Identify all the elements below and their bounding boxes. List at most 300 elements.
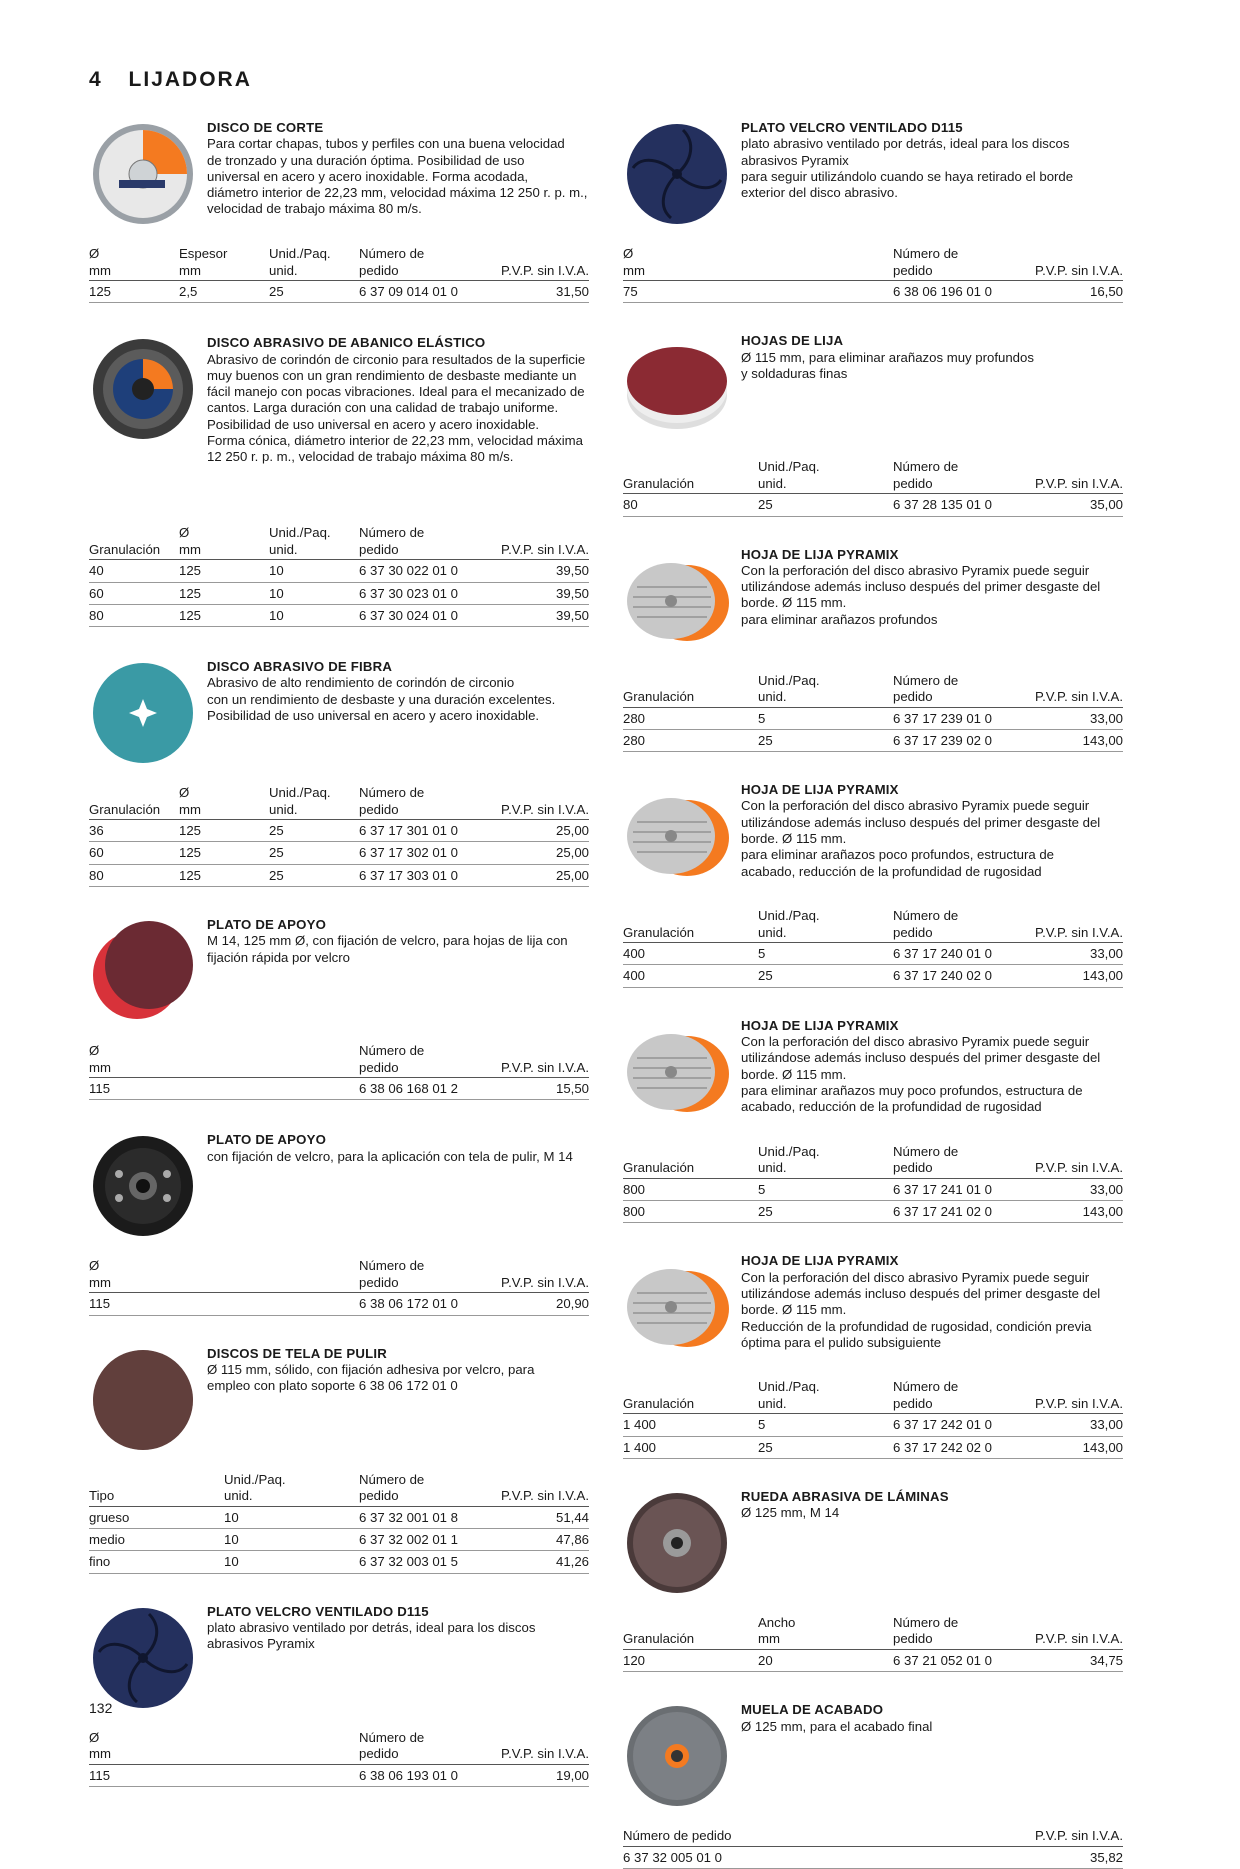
product-description: con fijación de velcro, para la aplicación con tela de pulir, M 14 bbox=[207, 1148, 573, 1164]
product-title: HOJA DE LIJA PYRAMIX bbox=[741, 1017, 899, 1033]
table-cell: 6 37 17 241 01 0 bbox=[893, 1178, 998, 1200]
column-header: Unid./Paq. unid. bbox=[224, 1472, 359, 1507]
column-header: P.V.P. sin I.V.A. bbox=[998, 673, 1123, 708]
product-description: Abrasivo de corindón de circonio para resultados de la superficie muy buenos con un gran rendimiento de desbaste mediante un fácil manejo con pocas vibraciones. Ideal para el mecanizado de cantos. Larga duración con una calidad de trabajo uniforme. Posibilidad de uso universal en acero y acero inoxidable. Forma cónica, diámetro interior de 22,23 mm, velocidad máxima 12 250 r. p. m., velocidad de trabajo máxima 80 m/s. bbox=[207, 351, 586, 465]
table-cell: 25 bbox=[758, 965, 893, 987]
table-header-row bbox=[89, 525, 589, 560]
table-cell: 6 37 09 014 01 0 bbox=[359, 281, 464, 303]
product-title: DISCOS DE TELA DE PULIR bbox=[207, 1345, 387, 1361]
product-block bbox=[623, 333, 1123, 516]
price-cell: 35,00 bbox=[998, 494, 1123, 516]
product-image bbox=[89, 1132, 207, 1250]
column-header bbox=[269, 1258, 359, 1293]
table-header-row bbox=[623, 1379, 1123, 1414]
table-row bbox=[89, 820, 589, 842]
velcro-plate-icon bbox=[89, 1604, 197, 1712]
price-table bbox=[623, 1379, 1123, 1459]
backing-pad-red-icon bbox=[89, 917, 197, 1025]
column-header: Granulación bbox=[623, 1144, 758, 1179]
column-header: Ø mm bbox=[623, 246, 758, 281]
table-row bbox=[89, 1078, 589, 1100]
table-row bbox=[623, 1436, 1123, 1458]
column-header: P.V.P. sin I.V.A. bbox=[464, 1043, 589, 1078]
product-block bbox=[623, 1489, 1123, 1672]
table-cell: 6 37 17 302 01 0 bbox=[359, 842, 464, 864]
column-header: P.V.P. sin I.V.A. bbox=[998, 1828, 1123, 1846]
price-cell: 143,00 bbox=[998, 1436, 1123, 1458]
price-table bbox=[89, 1043, 589, 1100]
left-column bbox=[89, 120, 589, 1787]
table-cell: 10 bbox=[269, 582, 359, 604]
price-cell: 143,00 bbox=[998, 1201, 1123, 1223]
table-row bbox=[89, 1293, 589, 1315]
table-header-row bbox=[623, 246, 1123, 281]
product-title: HOJA DE LIJA PYRAMIX bbox=[741, 546, 899, 562]
column-header: Unid./Paq. unid. bbox=[269, 785, 359, 820]
column-header: P.V.P. sin I.V.A. bbox=[464, 525, 589, 560]
table-cell: 25 bbox=[269, 820, 359, 842]
table-cell bbox=[269, 1078, 359, 1100]
product-header bbox=[623, 782, 1123, 900]
table-cell: 6 37 17 239 01 0 bbox=[893, 707, 998, 729]
product-block bbox=[623, 782, 1123, 988]
product-text bbox=[207, 335, 589, 517]
column-header: Número de pedido bbox=[893, 1379, 998, 1414]
pyramix-icon bbox=[623, 1018, 731, 1126]
column-header: P.V.P. sin I.V.A. bbox=[464, 1472, 589, 1507]
price-cell: 33,00 bbox=[998, 1414, 1123, 1436]
table-header-row bbox=[89, 785, 589, 820]
product-text bbox=[741, 782, 1123, 900]
table-cell: 10 bbox=[224, 1506, 359, 1528]
table-cell: 6 37 17 301 01 0 bbox=[359, 820, 464, 842]
price-cell: 39,50 bbox=[464, 582, 589, 604]
column-header: Ø mm bbox=[179, 785, 269, 820]
product-description: Con la perforación del disco abrasivo Pyramix puede seguir utilizándose además incluso después del primer desgaste del borde. Ø 115 mm. para eliminar arañazos profundos bbox=[741, 562, 1101, 627]
table-header-row bbox=[89, 246, 589, 281]
table-cell: 6 37 32 001 01 8 bbox=[359, 1506, 464, 1528]
product-block bbox=[89, 1604, 589, 1787]
column-header: Ø mm bbox=[89, 1043, 179, 1078]
price-table bbox=[89, 1258, 589, 1315]
column-header: Número de pedido bbox=[893, 673, 998, 708]
table-cell: 6 38 06 193 01 0 bbox=[359, 1764, 464, 1786]
table-cell: 6 37 21 052 01 0 bbox=[893, 1649, 998, 1671]
product-text bbox=[207, 1604, 589, 1722]
product-description: plato abrasivo ventilado por detrás, ideal para los discos abrasivos Pyramix bbox=[207, 1619, 536, 1652]
product-image bbox=[623, 547, 741, 665]
column-header bbox=[179, 1730, 269, 1765]
price-cell: 35,82 bbox=[998, 1846, 1123, 1868]
table-cell: 5 bbox=[758, 943, 893, 965]
column-header: Tipo bbox=[89, 1472, 224, 1507]
table-cell: fino bbox=[89, 1551, 224, 1573]
table-row bbox=[623, 729, 1123, 751]
price-cell: 39,50 bbox=[464, 560, 589, 582]
price-table bbox=[623, 459, 1123, 516]
product-title: DISCO ABRASIVO DE ABANICO ELÁSTICO bbox=[207, 335, 486, 351]
product-description: M 14, 125 mm Ø, con fijación de velcro, para hojas de lija con fijación rápida por velcro bbox=[207, 933, 568, 965]
product-image bbox=[89, 1346, 207, 1464]
table-cell: 400 bbox=[623, 965, 758, 987]
product-header bbox=[89, 1346, 589, 1464]
product-description: Ø 115 mm, para eliminar arañazos muy profundos y soldaduras finas bbox=[741, 349, 1034, 381]
column-header bbox=[758, 1828, 893, 1846]
table-row bbox=[89, 864, 589, 886]
table-row bbox=[623, 494, 1123, 516]
table-cell: 6 37 30 022 01 0 bbox=[359, 560, 464, 582]
product-header bbox=[89, 120, 589, 238]
table-cell: 280 bbox=[623, 707, 758, 729]
column-header: Granulación bbox=[89, 525, 179, 560]
table-cell: 10 bbox=[224, 1528, 359, 1550]
table-cell: 25 bbox=[758, 1201, 893, 1223]
column-header: P.V.P. sin I.V.A. bbox=[464, 246, 589, 281]
table-header-row bbox=[623, 908, 1123, 943]
table-cell bbox=[269, 1293, 359, 1315]
cut-disc-icon bbox=[89, 120, 197, 228]
column-header: Número de pedido bbox=[359, 1043, 464, 1078]
table-cell: 60 bbox=[89, 842, 179, 864]
product-image bbox=[623, 1253, 741, 1371]
table-cell: 125 bbox=[179, 582, 269, 604]
finishing-wheel-icon bbox=[623, 1702, 731, 1810]
product-header bbox=[89, 917, 589, 1035]
price-table bbox=[623, 1144, 1123, 1224]
price-cell: 31,50 bbox=[464, 281, 589, 303]
column-header: Unid./Paq. unid. bbox=[758, 1144, 893, 1179]
product-description: plato abrasivo ventilado por detrás, ideal para los discos abrasivos Pyramix para seguir utilizándolo cuando se haya retirado el borde exterior del disco abrasivo. bbox=[741, 136, 1074, 201]
table-cell: 36 bbox=[89, 820, 179, 842]
column-header bbox=[269, 1043, 359, 1078]
pyramix-icon bbox=[623, 1253, 731, 1361]
column-header: Número de pedido bbox=[359, 1730, 464, 1765]
product-text bbox=[741, 1253, 1123, 1371]
table-cell: 125 bbox=[89, 281, 179, 303]
table-cell: 6 37 17 240 02 0 bbox=[893, 965, 998, 987]
product-image bbox=[623, 782, 741, 900]
product-header bbox=[623, 120, 1123, 238]
product-text bbox=[741, 1702, 1123, 1820]
price-cell: 16,50 bbox=[998, 281, 1123, 303]
product-block bbox=[89, 1132, 589, 1315]
flap-wheel-icon bbox=[623, 1489, 731, 1597]
table-cell: 115 bbox=[89, 1293, 179, 1315]
product-title: HOJA DE LIJA PYRAMIX bbox=[741, 1253, 899, 1269]
table-row bbox=[89, 281, 589, 303]
column-header: Unid./Paq. unid. bbox=[758, 459, 893, 494]
table-row bbox=[89, 842, 589, 864]
price-cell: 143,00 bbox=[998, 729, 1123, 751]
product-text bbox=[207, 1132, 589, 1250]
column-header bbox=[269, 1730, 359, 1765]
table-row bbox=[89, 1506, 589, 1528]
table-cell: 25 bbox=[758, 1436, 893, 1458]
table-header-row bbox=[89, 1258, 589, 1293]
table-cell: 6 38 06 172 01 0 bbox=[359, 1293, 464, 1315]
column-header: P.V.P. sin I.V.A. bbox=[998, 246, 1123, 281]
table-cell bbox=[758, 1846, 893, 1868]
table-row bbox=[623, 1414, 1123, 1436]
product-image bbox=[623, 1702, 741, 1820]
product-header bbox=[623, 1489, 1123, 1607]
column-header bbox=[179, 1258, 269, 1293]
table-cell bbox=[269, 1764, 359, 1786]
column-header: Número de pedido bbox=[893, 908, 998, 943]
table-cell: grueso bbox=[89, 1506, 224, 1528]
column-header: Granulación bbox=[623, 1379, 758, 1414]
table-cell: 280 bbox=[623, 729, 758, 751]
table-cell bbox=[179, 1293, 269, 1315]
table-cell: 5 bbox=[758, 1414, 893, 1436]
column-header: Espesor mm bbox=[179, 246, 269, 281]
column-header: Unid./Paq. unid. bbox=[758, 673, 893, 708]
product-header bbox=[623, 547, 1123, 665]
product-header bbox=[89, 659, 589, 777]
product-block bbox=[89, 1346, 589, 1574]
column-header: P.V.P. sin I.V.A. bbox=[464, 785, 589, 820]
product-title: DISCO ABRASIVO DE FIBRA bbox=[207, 659, 393, 675]
product-block bbox=[623, 1702, 1123, 1869]
product-description: Ø 115 mm, sólido, con fijación adhesiva por velcro, para empleo con plato soporte 6 38 06 172 01 0 bbox=[207, 1361, 535, 1394]
column-header: Número de pedido bbox=[359, 1258, 464, 1293]
column-header bbox=[893, 1828, 998, 1846]
table-cell: 40 bbox=[89, 560, 179, 582]
product-title: MUELA DE ACABADO bbox=[741, 1702, 884, 1718]
product-block bbox=[623, 120, 1123, 303]
velcro-plate-icon bbox=[623, 120, 731, 228]
table-row bbox=[623, 281, 1123, 303]
section-header bbox=[89, 68, 252, 92]
product-title: PLATO DE APOYO bbox=[207, 1132, 327, 1148]
column-header bbox=[758, 246, 893, 281]
price-cell: 41,26 bbox=[464, 1551, 589, 1573]
table-row bbox=[89, 560, 589, 582]
fleece-disc-icon bbox=[89, 1346, 197, 1454]
pyramix-icon bbox=[623, 547, 731, 655]
table-row bbox=[623, 1178, 1123, 1200]
table-cell: 75 bbox=[623, 281, 758, 303]
column-header: P.V.P. sin I.V.A. bbox=[998, 1379, 1123, 1414]
column-header: Ø mm bbox=[89, 1730, 179, 1765]
table-cell: 6 37 17 242 02 0 bbox=[893, 1436, 998, 1458]
table-cell: 125 bbox=[179, 842, 269, 864]
table-cell: 5 bbox=[758, 707, 893, 729]
table-header-row bbox=[623, 673, 1123, 708]
product-block bbox=[89, 917, 589, 1100]
product-text bbox=[207, 120, 589, 238]
product-header bbox=[623, 333, 1123, 451]
section-number: 4 bbox=[89, 68, 103, 91]
product-header bbox=[623, 1702, 1123, 1820]
table-cell: 800 bbox=[623, 1178, 758, 1200]
column-header: P.V.P. sin I.V.A. bbox=[998, 1615, 1123, 1650]
table-cell: 10 bbox=[269, 560, 359, 582]
table-cell: 6 37 32 002 01 1 bbox=[359, 1528, 464, 1550]
table-cell: 80 bbox=[89, 604, 179, 626]
price-cell: 25,00 bbox=[464, 842, 589, 864]
product-title: HOJA DE LIJA PYRAMIX bbox=[741, 782, 899, 798]
product-description: Con la perforación del disco abrasivo Pyramix puede seguir utilizándose además incluso después del primer desgaste del borde. Ø 115 mm. para eliminar arañazos muy poco profundos, estructura de acabado, reducción de la profundidad de rugosidad bbox=[741, 1034, 1101, 1115]
price-cell: 20,90 bbox=[464, 1293, 589, 1315]
price-table bbox=[89, 785, 589, 887]
column-header: P.V.P. sin I.V.A. bbox=[464, 1258, 589, 1293]
table-cell bbox=[758, 281, 893, 303]
column-header: Número de pedido bbox=[359, 785, 464, 820]
table-cell: 800 bbox=[623, 1201, 758, 1223]
product-image bbox=[623, 1018, 741, 1136]
column-header: Ø mm bbox=[179, 525, 269, 560]
table-cell: 25 bbox=[758, 729, 893, 751]
product-block bbox=[89, 335, 589, 627]
table-row bbox=[623, 965, 1123, 987]
table-cell: 125 bbox=[179, 560, 269, 582]
product-description: Con la perforación del disco abrasivo Pyramix puede seguir utilizándose además incluso después del primer desgaste del borde. Ø 115 mm. para eliminar arañazos poco profundos, estructura de acabado, reducción de la profundidad de rugosidad bbox=[741, 798, 1101, 879]
table-cell: medio bbox=[89, 1528, 224, 1550]
product-block bbox=[623, 547, 1123, 753]
product-text bbox=[741, 1018, 1123, 1136]
table-row bbox=[89, 1528, 589, 1550]
table-cell: 60 bbox=[89, 582, 179, 604]
product-header bbox=[623, 1253, 1123, 1371]
table-row bbox=[623, 1201, 1123, 1223]
table-cell bbox=[179, 1078, 269, 1100]
product-text bbox=[207, 659, 589, 777]
product-header bbox=[623, 1018, 1123, 1136]
table-header-row bbox=[623, 1828, 1123, 1846]
column-header: Ø mm bbox=[89, 1258, 179, 1293]
table-cell: 115 bbox=[89, 1078, 179, 1100]
price-cell: 47,86 bbox=[464, 1528, 589, 1550]
price-table bbox=[623, 1828, 1123, 1869]
price-cell: 51,44 bbox=[464, 1506, 589, 1528]
table-cell: 6 37 17 241 02 0 bbox=[893, 1201, 998, 1223]
price-cell: 19,00 bbox=[464, 1764, 589, 1786]
table-cell: 125 bbox=[179, 820, 269, 842]
column-header: Granulación bbox=[623, 1615, 758, 1650]
column-header: Número de pedido bbox=[893, 459, 998, 494]
table-row bbox=[623, 943, 1123, 965]
table-header-row bbox=[89, 1043, 589, 1078]
column-header: Granulación bbox=[623, 908, 758, 943]
price-table bbox=[623, 908, 1123, 988]
column-header: P.V.P. sin I.V.A. bbox=[464, 1730, 589, 1765]
product-text bbox=[207, 917, 589, 1035]
product-image bbox=[623, 120, 741, 238]
price-cell: 33,00 bbox=[998, 943, 1123, 965]
column-header: Número de pedido bbox=[359, 525, 464, 560]
column-header: Unid./Paq. unid. bbox=[758, 908, 893, 943]
pyramix-icon bbox=[623, 782, 731, 890]
column-header: Unid./Paq. unid. bbox=[269, 246, 359, 281]
table-header-row bbox=[89, 1472, 589, 1507]
table-cell: 6 37 17 239 02 0 bbox=[893, 729, 998, 751]
price-cell: 33,00 bbox=[998, 707, 1123, 729]
table-cell: 20 bbox=[758, 1649, 893, 1671]
product-title: PLATO DE APOYO bbox=[207, 917, 327, 933]
table-cell: 6 37 30 024 01 0 bbox=[359, 604, 464, 626]
table-cell: 5 bbox=[758, 1178, 893, 1200]
product-block bbox=[89, 120, 589, 303]
table-cell: 10 bbox=[224, 1551, 359, 1573]
price-cell: 25,00 bbox=[464, 820, 589, 842]
table-cell: 6 37 32 003 01 5 bbox=[359, 1551, 464, 1573]
product-image bbox=[89, 917, 207, 1035]
table-cell: 80 bbox=[89, 864, 179, 886]
table-cell: 6 38 06 168 01 2 bbox=[359, 1078, 464, 1100]
column-header: Granulación bbox=[623, 673, 758, 708]
table-cell: 1 400 bbox=[623, 1414, 758, 1436]
table-row bbox=[623, 1846, 1123, 1868]
product-title: DISCO DE CORTE bbox=[207, 120, 324, 135]
column-header: Número de pedido bbox=[623, 1828, 758, 1846]
table-cell bbox=[179, 1764, 269, 1786]
product-image bbox=[623, 333, 741, 451]
column-header: Número de pedido bbox=[359, 246, 464, 281]
fiber-disc-icon bbox=[89, 659, 197, 767]
product-description: Para cortar chapas, tubos y perfiles con una buena velocidad de tronzado y una duración óptima. Posibilidad de uso universal en acero y acero inoxidable. Forma acodada, diámetro interior de 22,23 mm, velocidad máxima 12 250 r. p. m., velocidad de trabajo máxima 80 m/s. bbox=[207, 136, 588, 217]
product-text bbox=[741, 1489, 1123, 1607]
table-cell: 115 bbox=[89, 1764, 179, 1786]
column-header: P.V.P. sin I.V.A. bbox=[998, 908, 1123, 943]
table-cell: 10 bbox=[269, 604, 359, 626]
product-description: Abrasivo de alto rendimiento de corindón de circonio con un rendimiento de desbaste y una duración excelentes. Posibilidad de uso universal en acero y acero inoxidable. bbox=[207, 675, 556, 724]
table-row bbox=[89, 1551, 589, 1573]
table-row bbox=[623, 707, 1123, 729]
table-cell: 25 bbox=[269, 281, 359, 303]
column-header: P.V.P. sin I.V.A. bbox=[998, 459, 1123, 494]
price-cell: 143,00 bbox=[998, 965, 1123, 987]
product-text bbox=[741, 120, 1123, 238]
column-header: Granulación bbox=[89, 785, 179, 820]
section-title: LIJADORA bbox=[128, 68, 252, 91]
column-header: Unid./Paq. unid. bbox=[269, 525, 359, 560]
product-image bbox=[89, 120, 207, 238]
table-cell: 6 37 30 023 01 0 bbox=[359, 582, 464, 604]
product-image bbox=[89, 659, 207, 777]
product-text bbox=[741, 333, 1123, 451]
column-header: Número de pedido bbox=[893, 1144, 998, 1179]
column-header: Granulación bbox=[623, 459, 758, 494]
table-cell: 25 bbox=[758, 494, 893, 516]
table-cell: 1 400 bbox=[623, 1436, 758, 1458]
table-cell: 6 37 17 240 01 0 bbox=[893, 943, 998, 965]
table-cell: 2,5 bbox=[179, 281, 269, 303]
sanding-sheets-icon bbox=[623, 333, 731, 441]
product-image bbox=[623, 1489, 741, 1607]
product-header bbox=[89, 1604, 589, 1722]
table-cell: 80 bbox=[623, 494, 758, 516]
price-table bbox=[623, 1615, 1123, 1672]
product-description: Con la perforación del disco abrasivo Pyramix puede seguir utilizándose además incluso después del primer desgaste del borde. Ø 115 mm. Reducción de la profundidad de rugosidad, condición previa óptima para el pulido subsiguiente bbox=[741, 1269, 1101, 1350]
table-header-row bbox=[623, 459, 1123, 494]
table-header-row bbox=[623, 1615, 1123, 1650]
price-table bbox=[89, 246, 589, 303]
price-cell: 15,50 bbox=[464, 1078, 589, 1100]
product-block bbox=[623, 1018, 1123, 1224]
column-header: P.V.P. sin I.V.A. bbox=[998, 1144, 1123, 1179]
price-cell: 25,00 bbox=[464, 864, 589, 886]
table-cell: 25 bbox=[269, 842, 359, 864]
flap-disc-icon bbox=[89, 335, 197, 443]
column-header: Número de pedido bbox=[893, 1615, 998, 1650]
table-header-row bbox=[89, 1730, 589, 1765]
table-cell bbox=[893, 1846, 998, 1868]
table-cell: 125 bbox=[179, 604, 269, 626]
product-description: Ø 125 mm, M 14 bbox=[741, 1505, 840, 1521]
column-header: Ø mm bbox=[89, 246, 179, 281]
price-table bbox=[89, 1472, 589, 1574]
